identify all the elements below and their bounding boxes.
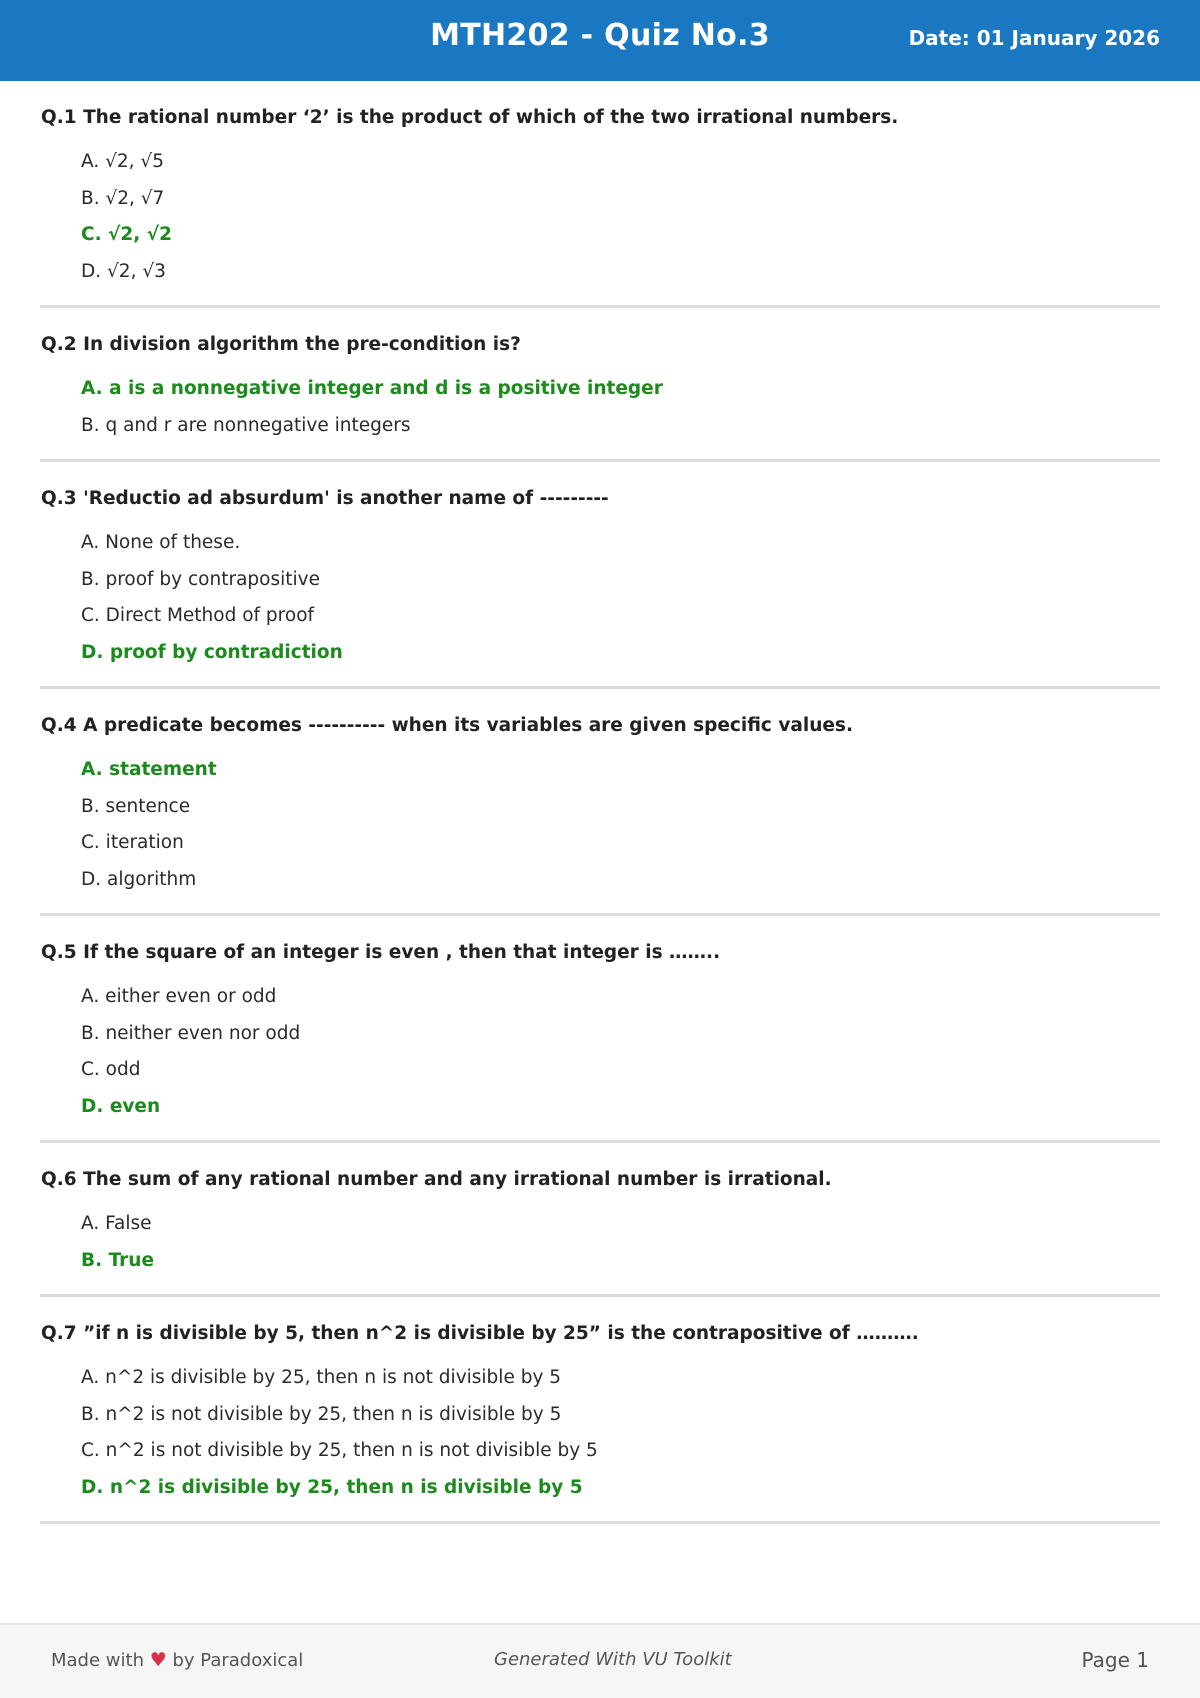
option: B. sentence <box>81 795 191 817</box>
question-text: Q.7 ”if n is divisible by 5, then n^2 is divisible by 25” is the contrapositive of ………. <box>41 1323 919 1344</box>
option: B. proof by contrapositive <box>81 568 320 590</box>
question-text: Q.1 The rational number ‘2’ is the product of which of the two irrational numbers. <box>41 107 899 128</box>
question-block <box>40 1167 1160 1297</box>
heart-icon: ♥ <box>149 1649 167 1671</box>
question-text: Q.4 A predicate becomes ---------- when its variables are given specific values. <box>41 715 853 736</box>
option: D. √2, √3 <box>81 260 166 282</box>
option: A. √2, √5 <box>81 151 164 172</box>
page-footer <box>0 1623 1200 1698</box>
question-text: Q.5 If the square of an integer is even , then that integer is …….. <box>41 942 721 963</box>
made-with-text: Made with <box>51 1650 144 1671</box>
page-number: Page 1 <box>1081 1648 1149 1672</box>
question-block <box>40 713 1160 916</box>
questions-list <box>40 81 1160 1544</box>
correct-option: B. True <box>81 1249 154 1271</box>
generated-note: Generated With VU Toolkit <box>494 1649 732 1670</box>
quiz-date: Date: 01 January 2026 <box>908 26 1160 50</box>
correct-option: D. proof by contradiction <box>81 641 343 663</box>
correct-option: A. a is a nonnegative integer and d is a positive integer <box>81 378 663 399</box>
option: D. algorithm <box>81 868 197 890</box>
question-block <box>40 332 1160 462</box>
page-header <box>0 0 1200 81</box>
option: A. None of these. <box>81 532 241 553</box>
options-list <box>40 757 1160 903</box>
question-text: Q.3 'Reductio ad absurdum' is another name of --------- <box>41 488 609 509</box>
option: B. n^2 is not divisible by 25, then n is divisible by 5 <box>81 1403 562 1425</box>
question-block <box>40 940 1160 1143</box>
correct-option: D. n^2 is divisible by 25, then n is divisible by 5 <box>81 1476 583 1498</box>
question-text: Q.6 The sum of any rational number and any irrational number is irrational. <box>41 1169 832 1190</box>
option: C. iteration <box>81 832 184 853</box>
correct-option: A. statement <box>81 759 217 780</box>
question-block <box>40 105 1160 308</box>
option: B. neither even nor odd <box>81 1022 301 1044</box>
question-text: Q.2 In division algorithm the pre-condition is? <box>41 334 521 355</box>
options-list <box>40 149 1160 295</box>
options-list <box>40 1211 1160 1284</box>
correct-option: D. even <box>81 1095 161 1117</box>
question-block <box>40 1321 1160 1524</box>
correct-option: C. √2, √2 <box>81 224 172 245</box>
options-list <box>40 530 1160 676</box>
option: C. n^2 is not divisible by 25, then n is not divisible by 5 <box>81 1440 598 1461</box>
options-list <box>40 376 1160 449</box>
option: C. Direct Method of proof <box>81 605 315 626</box>
options-list <box>40 984 1160 1130</box>
footer-credit <box>51 1649 303 1671</box>
option: A. False <box>81 1213 152 1234</box>
option: C. odd <box>81 1059 141 1080</box>
option: A. either even or odd <box>81 986 277 1007</box>
option: A. n^2 is divisible by 25, then n is not divisible by 5 <box>81 1367 562 1388</box>
question-block <box>40 486 1160 689</box>
option: B. q and r are nonnegative integers <box>81 414 411 436</box>
author-text: by Paradoxical <box>172 1650 304 1671</box>
quiz-title: MTH202 - Quiz No.3 <box>430 18 770 53</box>
option: B. √2, √7 <box>81 187 165 209</box>
options-list <box>40 1365 1160 1511</box>
